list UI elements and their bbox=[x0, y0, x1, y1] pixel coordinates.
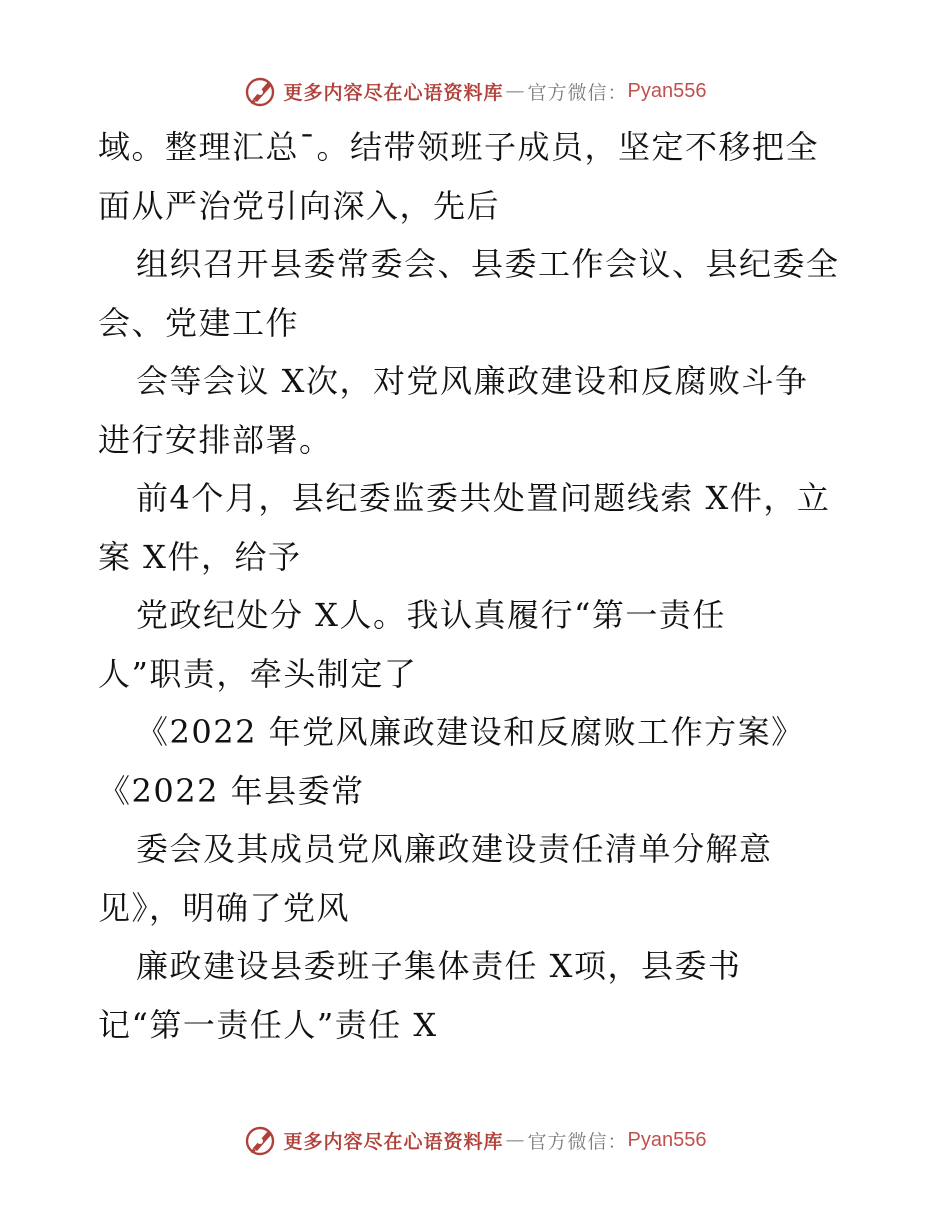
body-line: 前4个月，县纪委监委共处置问题线索 X件，立 bbox=[136, 479, 831, 517]
body-line: 域。整理汇总¯。结带领班子成员，坚定不移把全 bbox=[98, 128, 820, 166]
banner-wechat-label: 官方微信： bbox=[527, 81, 628, 104]
body-line: 记“第一责任人”责任 X bbox=[98, 1005, 438, 1044]
body-line: 人”职责，牵头制定了 bbox=[98, 654, 418, 693]
body-line: 案 X件，给予 bbox=[98, 537, 302, 576]
body-line: 廉政建设县委班子集体责任 X项，县委书 bbox=[136, 947, 742, 985]
body-line: 党政纪处分 X人。我认真履行“第一责任 bbox=[136, 596, 726, 634]
body-line: 《2022 年党风廉政建设和反腐败工作方案》 bbox=[136, 713, 805, 751]
banner-dash: — bbox=[505, 80, 526, 102]
banner-dash: — bbox=[505, 1129, 526, 1151]
body-line: 会、党建工作 bbox=[98, 303, 300, 342]
banner-wechat-label: 官方微信： bbox=[527, 1130, 628, 1153]
body-line: 《2022 年县委常 bbox=[98, 771, 365, 810]
document-body bbox=[98, 118, 878, 1054]
body-line: 组织召开县委常委会、县委工作会议、县纪委全 bbox=[136, 245, 840, 283]
banner-site-text: 更多内容尽在心语资料库 bbox=[283, 1130, 504, 1153]
pen-circle-logo-icon bbox=[244, 1123, 278, 1157]
pen-circle-logo-icon bbox=[244, 74, 278, 108]
header-banner bbox=[0, 71, 950, 111]
body-line: 见》，明确了党风 bbox=[98, 888, 351, 927]
footer-banner bbox=[0, 1120, 950, 1160]
body-line: 进行安排部署。 bbox=[98, 420, 333, 459]
banner-site-text: 更多内容尽在心语资料库 bbox=[283, 81, 504, 104]
body-line: 会等会议 X次，对党风廉政建设和反腐败斗争 bbox=[136, 362, 809, 400]
body-line: 面从严治党引向深入，先后 bbox=[98, 186, 501, 225]
body-line: 委会及其成员党风廉政建设责任清单分解意 bbox=[136, 830, 773, 868]
banner-wechat-id: Pyan556 bbox=[627, 1128, 707, 1151]
banner-wechat-id: Pyan556 bbox=[627, 79, 707, 102]
